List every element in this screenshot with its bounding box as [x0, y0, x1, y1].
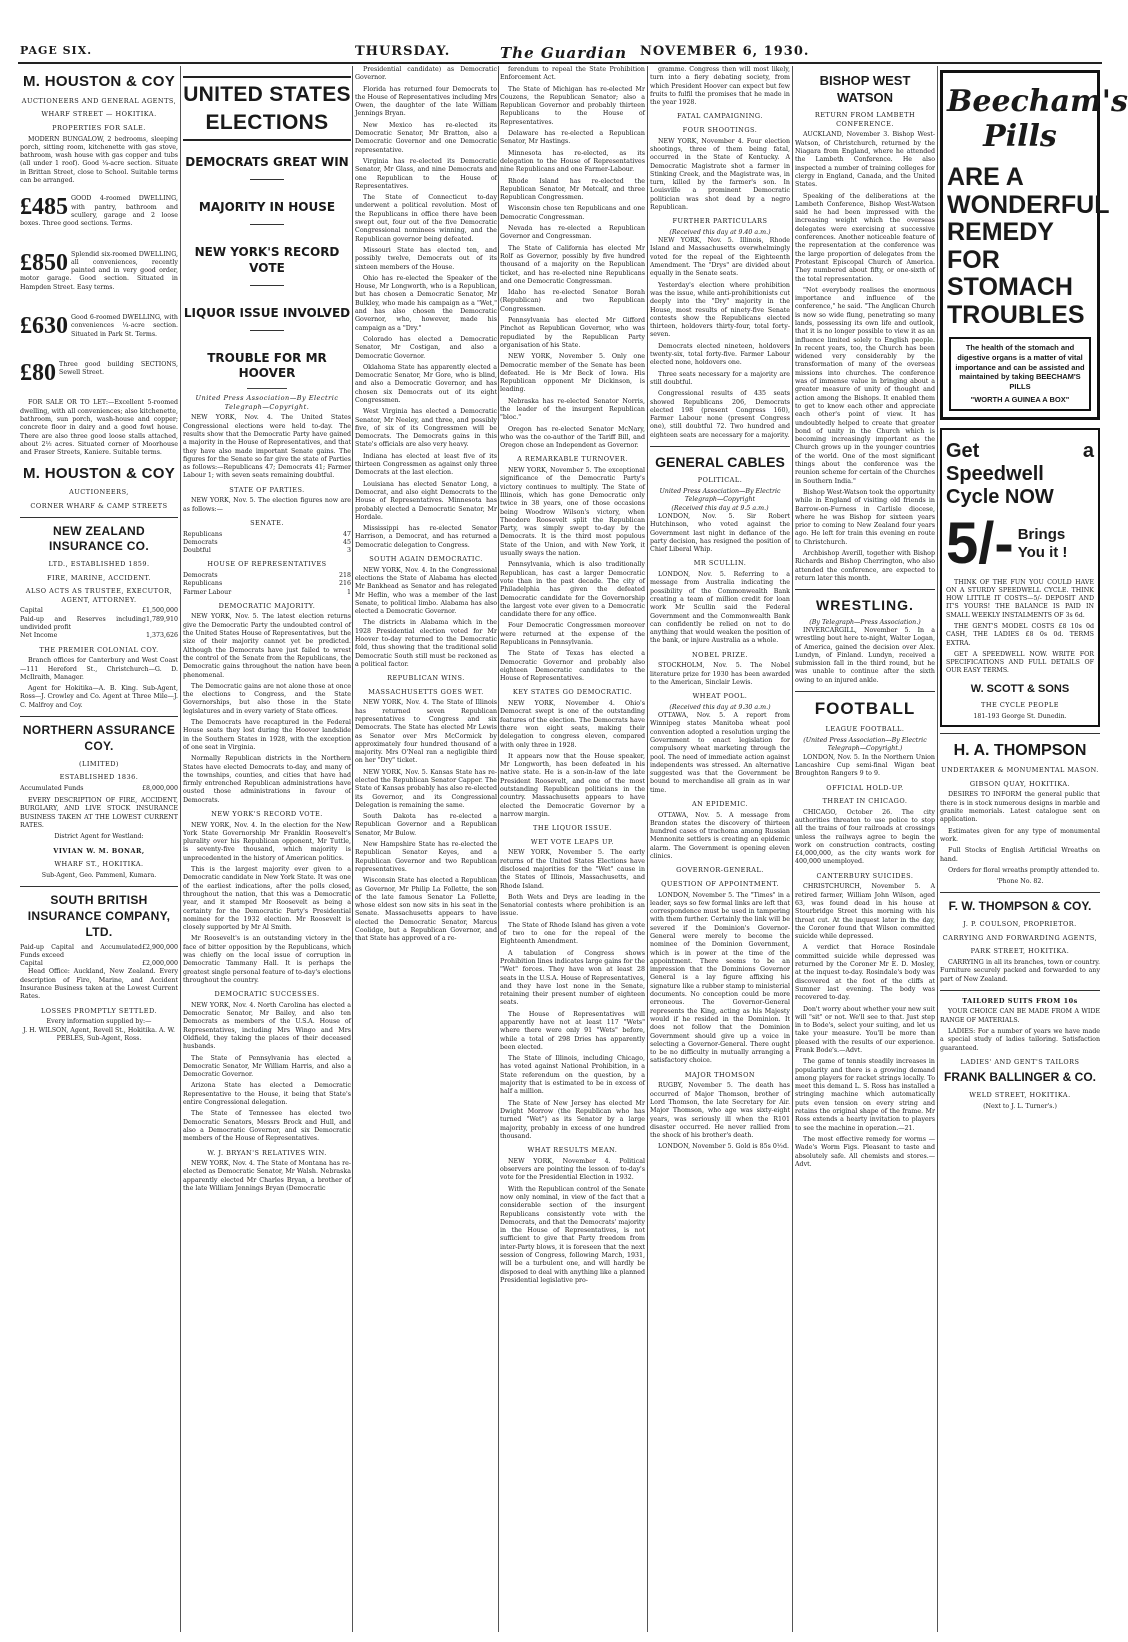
- value: 1: [346, 588, 351, 596]
- article-para: NEW YORK, November 5. The exceptional significance of the Democratic Party's victory continues to multiply. The State of Illinois, which has gone Democratic only twice in 38 years, one of those occasions being Woodrow Wilson's victory, when Theodore Roosevelt split the Republican Party, was simply swept to-day by the Democrats. It is the third most populous State of the Union, and with New York, it usually sways the nation.: [500, 467, 645, 558]
- democratic-majority-heading: DEMOCRATIC MAJORITY.: [218, 601, 316, 610]
- speedwell-title: Get a Speedwell Cycle NOW: [946, 439, 1094, 508]
- ha-thompson-title: H. A. THOMPSON: [953, 742, 1087, 760]
- article-para: South Dakota has re-elected a Republican Governor and a Republican Senator, Mr Bulow.: [355, 813, 497, 837]
- deck-hoover: TROUBLE FOR MR HOOVER: [207, 350, 327, 381]
- nz-paid-row: [20, 616, 178, 633]
- ballinger-name: FRANK BALLINGER & CO.: [944, 1070, 1096, 1085]
- label: Democrats: [183, 571, 218, 579]
- label: Democrats: [183, 538, 218, 546]
- general-cables-headline: GENERAL CABLES: [655, 454, 785, 471]
- wheat-pool-received: (Received this day at 9.30 a.m.): [669, 703, 771, 711]
- tailored-suits-heading: TAILORED SUITS FROM 10s: [962, 996, 1078, 1005]
- speedwell-prices: THE GENT'S MODEL COSTS £8 10s 0d CASH, THE LADIES £8 0s 0d. TERMS EXTRA.: [946, 622, 1094, 647]
- article-para: OTTAWA, Nov. 5. A message from Brandon states the discovery of thirteen hundred cases of trachoma among Russian Mennonite settlers is creating an epidemic alarm. The Government is opening eleven clinics.: [650, 811, 790, 861]
- deck-liquor: LIQUOR ISSUE INVOLVED: [183, 305, 351, 320]
- ad-para: Estimates given for any type of monumental work.: [940, 827, 1100, 843]
- article-para: Missouri State has elected ten, and possibly twelve, Democrats out of its sixteen members of the House.: [355, 246, 497, 271]
- major-thomson-heading: MAJOR THOMSON: [684, 1070, 756, 1079]
- divider: [20, 716, 178, 717]
- listing-bungalow: MODERN BUNGALOW, 2 bedrooms, sleeping porch, sitting room, kitchenette with gas stove, bathroom, wash house with gas copper and tubs (all under 1 roof). Good ¼-acre section. Situate in Brittan Street, close to School. Suitable terms can be arranged.: [20, 135, 178, 185]
- value: £8,000,000: [141, 784, 178, 792]
- article-para: Four Democratic Congressmen moreover were returned at the expense of the Republicans in Pennsylvania.: [500, 622, 645, 646]
- four-shootings-heading: FOUR SHOOTINGS.: [682, 126, 758, 135]
- northern-title: NORTHERN ASSURANCE COY.: [22, 723, 176, 753]
- sb-paid-row: [20, 944, 178, 961]
- senate-heading: SENATE.: [250, 518, 284, 527]
- divider: [250, 224, 284, 225]
- label: Farmer Labour: [183, 588, 232, 596]
- article-para: RUGBY, November 5. The death has occurred of Major Thomson, brother of Lord Thomson, the late Secretary for Air. Major Thomson, who age was sixty-eight years, was seriously ill when the R101 disaster occurred. He never rallied from the shock of his brother's death.: [650, 1082, 790, 1140]
- value: 45: [342, 538, 351, 546]
- us-para: This is the largest majority ever given to a Democratic candidate in New York State. It was one of the earliest indications, after the polls closed, throughout the nation, that this was a Democratic year, and it stamped Mr Roosevelt as being a certainty for the Democratic Party's Presidential nominee for the 1932 election. Mr Roosevelt is closely supported by Mr Al Smith.: [183, 866, 351, 932]
- article-para: New Hampshire State has re-elected the Republican Senator Keyes, and a Republican Governor and two Republican representatives.: [355, 841, 497, 873]
- article-para: Oregon has re-elected Senator McNary, who was the co-author of the Tariff Bill, and Oregon chose an Independent as Governor.: [500, 425, 645, 450]
- us-para: Arizona State has elected a Democratic Representative to the House, it being that State's entire Congressional delegation.: [183, 1082, 351, 1107]
- price-485: £485: [20, 194, 68, 221]
- us-para: NEW YORK, Nov. 5. The latest election returns give the Democratic Party the undoubted control of the United States House of Representatives, but the size of their majority cannot yet be predicted. Although the Democrats have just failed to wrest the control of the Senate from the Republicans, the Democratic gains throughout the nation have been phenomenal.: [183, 613, 351, 679]
- column-us-elections-cont: [355, 66, 497, 1632]
- further-particulars-heading: FURTHER PARTICULARS: [672, 217, 768, 226]
- listing-850: [20, 251, 178, 292]
- article-para: NEW YORK, Nov. 4. The State of Illinois has returned seven Republican representatives to Congress and six Democrats. The State has elected Mr Lewis as Senator over Mrs McCormick by approximately four hundred thousand of a majority. Mrs O'Neal ran a negligible third on her "Dry" ticket.: [355, 699, 497, 765]
- beechams-line: STOMACH: [947, 273, 1073, 301]
- value: 216: [338, 580, 351, 588]
- article-para: Wisconsin chose ten Republicans and one Democratic Congressman.: [500, 205, 645, 221]
- ad-para: DESIRES TO INFORM the general public that there is in stock numerous designs in marble and granite memorials. Latest catalogue sent on application.: [940, 791, 1100, 824]
- article-para: LONDON, Nov. 5. Sir Robert Hutchinson, who voted against the Government last night in defiance of the party decision, has resigned the position of Chief Liberal Whip.: [650, 512, 790, 554]
- northern-agent-address: WHARF ST., HOKITIKA.: [54, 860, 144, 869]
- column-rule: [647, 66, 648, 1632]
- senate-democrats-row: [183, 539, 351, 547]
- article-para: The State of Illinois, including Chicago, has voted against National Prohibition, in a State referendum on the question, by a majority that is estimated to be in excess of half a million.: [500, 1055, 645, 1096]
- value: £1,500,000: [141, 607, 178, 615]
- further-particulars-received: (Received this day at 9.40 a.m.): [669, 228, 771, 236]
- us-para: NEW YORK, Nov. 5. The election figures now are as follows:—: [183, 497, 351, 513]
- article-para: CHRISTCHURCH, November 5. A retired farmer, William John Wilson, aged 63, was found dead in his house at Stourbridge Street this morning with his throat cut. At the inquest later in the day, the Coroner found that Wilson committed suicide while depressed.: [795, 883, 935, 941]
- tailors-label: LADIES' AND GENT'S TAILORS: [960, 1057, 1080, 1066]
- label: Republicans: [183, 580, 223, 588]
- article-para: The State of Connecticut to-day underwent a political revolution. Most of the Republicans in office there have been swept out, four out of the five Democratic Congressional nominees winning, and the Republican governor being defeated.: [355, 194, 497, 243]
- republican-wins-heading: REPUBLICAN WINS.: [387, 674, 465, 683]
- article-para: gramme. Congress then will most likely, turn into a fiery debating society, from which President Hoover can expect but few fruits to fulfil the promises that he made in the year 1928.: [650, 66, 790, 107]
- us-para: NEW YORK, Nov. 4. The State of Montana has re-elected as Democratic Senator, Mr Walsh. Nebraska apparently elected Mr Charles Bryan, a brother of the late William Jennings Bryan (Democratic: [183, 1160, 351, 1192]
- beechams-line: REMEDY: [947, 218, 1054, 246]
- article-para: LONDON, November 5. Gold is 85s 0½d.: [658, 1143, 790, 1151]
- article-para: The State of Texas has elected a Democratic Governor and probably also eighteen Democratic candidates to the House of Representatives.: [500, 650, 645, 683]
- article-para: New Mexico has re-elected its Democratic Senator, Mr Bratton, also a Democratic Governor and one Democratic representative.: [355, 121, 497, 154]
- article-para: Idaho has re-elected Senator Borah (Republican) and two Republican Congressmen.: [500, 289, 645, 313]
- column-us-elections-cont2: [500, 66, 645, 1632]
- ad-para: Full Stocks of English Artificial Wreaths on hand.: [940, 847, 1100, 863]
- divider: [250, 330, 284, 331]
- listing-to-let: FOR SALE OR TO LET:—Excellent 5-roomed dwelling, with all conveniences; also kitchenette, bathroom, sun porch, wash-house and copper; concrete floor in dairy and a good fowl house. There are also three good loose stalls attached, about 2½ acres. Situated corner of Moorhouse and Fraser Streets, Kaniere. Suitable terms.: [20, 399, 178, 457]
- key-states-heading: KEY STATES GO DEMOCRATIC.: [512, 688, 633, 697]
- beechams-box-text: The health of the stomach and digestive organs is a matter of vital importance and can be assisted and maintained by taking BEECHAM'S PILLS: [955, 343, 1085, 391]
- state-of-parties-heading: STATE OF PARTIES.: [229, 485, 305, 494]
- divider: [20, 886, 178, 887]
- ha-thompson-sub: UNDERTAKER & MONUMENTAL MASON.: [941, 766, 1099, 775]
- value: 218: [338, 571, 351, 579]
- article-para: LONDON, Nov. 5. Referring to a message from Australia indicating the possibility of the Commonwealth Bank creating a team of million credit for loan work Mr Scullin said the Federal Government and the Commonwealth Bank can confidently be relied on not to do anything that would weaken the position of the bank, or injure Australia as a whole.: [650, 571, 790, 645]
- column-general-cables: [650, 66, 790, 1632]
- article-para: The House of Representatives will apparently have not at least 117 "Wets" where there were only 91 "Wets" before, while a total of 298 Dries has apparently been elected.: [500, 1010, 645, 1051]
- massachusetts-wet-heading: MASSACHUSETTS GOES WET.: [368, 687, 484, 696]
- south-british-title: SOUTH BRITISH INSURANCE COMPANY, LTD.: [27, 893, 171, 939]
- listing-80-text: Three good building SECTIONS, Sewell Street.: [59, 360, 178, 377]
- us-para: NEW YORK, Nov. 4. North Carolina has elected a Democratic Senator, Mr Bailey, and also ten Democrats as members of the U.S.A. House of Representatives, including Mrs Wingo and Mrs Oldfield, they taking the places of their deceased husbands.: [183, 1001, 351, 1051]
- article-para: NEW YORK, Nov. 5. Kansas State has re-elected the Republican Senator Capper. The State of Kansas probably has also re-elected its Governor, and its Congressional Delegation is remaining the same.: [355, 768, 497, 809]
- liquor-issue-heading: THE LIQUOR ISSUE.: [533, 824, 612, 833]
- ha-thompson-address: GIBSON QUAY, HOKITIKA.: [969, 779, 1071, 788]
- nz-branch: Branch offices for Canterbury and West Coast—111 Hereford St., Christchurch—G. D. McIlraith, Manager.: [20, 657, 178, 681]
- article-para: Both Wets and Drys are leading in the Senatorial contests where prohibition is an issue.: [500, 893, 645, 918]
- article-para: ferendum to repeal the State Prohibition Enforcement Act.: [500, 66, 645, 82]
- houston-title: M. HOUSTON & COY: [22, 73, 176, 90]
- article-para: Archbishop Averill, together with Bishop Richards and Bishop Cherrington, who also attended the conference, are expected to return later this month.: [795, 550, 935, 582]
- beechams-ad: [940, 70, 1128, 420]
- speedwell-price: 5/-: [946, 510, 1014, 576]
- remarkable-turnover-heading: A REMARKABLE TURNOVER.: [517, 455, 628, 464]
- northern-agent-label: District Agent for Westland:: [54, 833, 144, 841]
- northern-agent: VIVIAN W. M. BONAR,: [53, 846, 145, 855]
- listing-630: [20, 314, 178, 339]
- ballinger-address: WELD STREET, HOKITIKA.: [969, 1091, 1071, 1100]
- article-para: West Virginia has elected a Democratic Senator, Mr Neeley, and three, and possibly five, of six of its Congressmen will be Democrats. The Democrats gains in this State's officials are also very heavy.: [355, 408, 497, 449]
- political-heading: POLITICAL.: [697, 476, 743, 485]
- price-80: £80: [20, 359, 56, 386]
- article-para: NEW YORK, Nov. 5. Illinois, Rhode Island and Massachusetts overwhelmingly voted for the repeal of the Eighteenth Amendment. The "Drys" are divided about equally in the Senate seats.: [650, 237, 790, 278]
- article-para: Indiana has elected at least five of its thirteen Congressmen as against only three Democrats at the last election.: [355, 452, 497, 477]
- houston2-title: M. HOUSTON & COY: [22, 464, 176, 482]
- divider: [795, 589, 935, 590]
- article-para: The game of tennis steadily increases in popularity and there is a growing demand among players for racket strings locally. To meet this demand L. S. Ross has installed a stringing machine which automatically puts even tension on every string and retains the original shape of the frame. Mr Ross extends a hearty invitation to players to see the machine in operation.—21.: [795, 1058, 935, 1132]
- political-credit: United Press Association—By Electric Telegraph—Copyright: [659, 488, 781, 504]
- beechams-line: WONDERFUL: [947, 190, 1110, 219]
- article-para: Louisiana has elected Senator Long, a Democrat, and also eight Democrats to the House of Representatives. Minnesota has probably elected a Democratic Senator, Mr Hordale.: [355, 480, 497, 521]
- article-para: The districts in Alabama which in the 1928 Presidential election voted for Mr Hoover to-day returned to the Democratic fold, thus showing that the traditional solid Democratic South still must be reckoned as a political factor.: [355, 619, 497, 668]
- article-para: It appears now that the House speaker, Mr Longworth, has been defeated in his native state. He is a son-in-law of the late President Roosevelt, and one of the most outstanding Republican politicians in the country. Massachusetts appears to have elected the Democratic Governor by a narrow margin.: [500, 752, 645, 818]
- column-rule: [180, 66, 181, 1632]
- value: £2,900,000: [141, 943, 178, 951]
- house-farmer-labour-row: [183, 589, 351, 597]
- article-para: OTTAWA, Nov. 5. A report from Winnipeg states Manitoba wheat pool convention adopted a resolution urging the Government to enact legislation for compulsory wheat marketing through the pool. The need of immediate action against independents was stressed. An alternative suggested was that the Government be bound to merchandise all grain as in war time.: [650, 712, 790, 794]
- nz-premier: THE PREMIER COLONIAL COY.: [39, 645, 159, 654]
- northern-funds-row: [20, 785, 178, 793]
- article-para: Nevada has re-elected a Republican Governor and Congressman.: [500, 225, 645, 241]
- article-para: NEW YORK, November 4. Four election shootings, three of them being fatal, occurred in the State of Kentucky. A Democratic Magistrate shot a farmer in Stinking Creek, and the Magistrate was, in turn, killed by the farmer's son. In Louisville a prominent Democratic politician was shot dead by a negro Republican.: [650, 137, 790, 212]
- article-para: NEW YORK, November 4. Political observers are pointing the lesson of to-day's vote for the Presidential Election in 1932.: [500, 1157, 645, 1182]
- article-para: NEW YORK, Nov. 4. In the Congressional elections the State of Alabama has elected Mr Bankhead as Senator and has relegated Mr Heflin, who was a member of the last Senate, to political limbo. Alabama has also elected a Democratic Governor.: [355, 566, 497, 616]
- article-para: The State of California has elected Mr Rolf as Governor, possibly by five hundred thousand of a majority on the Republican ticket, and has re-elected nine Republicans and one Democratic Congressman.: [500, 244, 645, 285]
- article-para: NEW YORK, November 5. Only one Democratic member of the Senate has been defeated. He is Mr Beck of Iowa. His Republican opponent Mr Dickinson, is leading.: [500, 353, 645, 394]
- article-para: Nebraska has re-elected Senator Norris, the leader of the insurgent Republican "bloc.": [500, 397, 645, 422]
- article-para: Ohio has re-elected the Speaker of the House, Mr Longworth, who is a Republican, but has chosen a Democratic Senator, Mr Bulkley, who made his campaign as a "Wet," and has also chosen the Democratic Governor, who, however, made his campaign as a "Dry.": [355, 274, 497, 332]
- league-football-heading: LEAGUE FOOTBALL.: [825, 725, 905, 734]
- governor-general-heading: GOVERNOR-GENERAL.: [676, 866, 764, 875]
- article-para: With the Republican control of the Senate now only nominal, in view of the fact that a considerable section of the insurgent Republicans consistently vote with the Democrats, and that the Democrats' majority in the House of Representatives, is not sufficient to give that Party freedom from inter-Party blows, it is foreseen that the next session of Congress, following March, 1931, will be a turbulent one, and will hardly be disposed to deal with anything like a planned Presidential legislative pro-: [500, 1185, 645, 1284]
- scullin-heading: MR SCULLIN.: [693, 559, 747, 568]
- us-para: Mr Roosevelt's is an outstanding victory in the face of bitter opposition by the Republicans, which was chiefly on the local issue of corruption in Democratic Tammany Hall. It is perhaps the greatest single personal feature of to-day's elections throughout the country.: [183, 935, 351, 984]
- ad-para: Orders for floral wreaths promptly attended to.: [948, 866, 1100, 874]
- column-us-elections: [183, 66, 351, 1632]
- speedwell-write: GET A SPEEDWELL NOW. WRITE FOR SPECIFICATIONS AND FULL DETAILS OF OUR EASY TERMS.: [946, 650, 1094, 675]
- us-para: The State of Tennessee has elected two Democratic Senators, Messrs Brock and Hull, and also a Democratic Governor, and six Democratic members of the House of Representatives.: [183, 1110, 351, 1143]
- label: Accumulated Funds: [20, 784, 84, 792]
- article-para: Florida has returned four Democrats to the House of Representatives including Mrs Owen, the daughter of the late William Jennings Bryan.: [355, 85, 497, 118]
- article-para: Don't worry about whether your new suit will "sit" or not. We'll see to that. Just step in to Bode's, select your suiting, and let us take your measure. You'll be more than pleased with the results of our experience. Frank Bode's.—Advt.: [795, 1005, 935, 1054]
- article-para: Delaware has re-elected a Republican Senator, Mr Hastings.: [500, 130, 645, 146]
- divider: [250, 179, 284, 180]
- wrestling-headline: WRESTLING.: [816, 597, 914, 614]
- article-para: The State of Michigan has re-elected Mr Couzens, the Republican Senator; also a Republican Governor and probably thirteen Republicans to the House of Representatives.: [500, 85, 645, 126]
- nz-insurance-also: ALSO ACTS AS TRUSTEE, EXECUTOR, AGENT, ATTORNEY.: [25, 587, 173, 604]
- divider: [795, 691, 935, 692]
- beechams-line: FOR: [947, 245, 1000, 274]
- article-para: Virginia has re-elected its Democratic Senator, Mr Glass, and nine Democrats and one Republican to the House of Representatives.: [355, 157, 497, 190]
- us-para: Normally Republican districts in the Northern States have elected Democrats to-day, and many of the townships, counties, and cities that have had firmly entrenched Republican administrations have ousted those administrations in favour of Democrats.: [183, 755, 351, 804]
- sb-info: Every information supplied by:—: [46, 1018, 152, 1026]
- article-para: Wisconsin State has elected a Republican as Governor, Mr Philip La Follette, the son of the late famous Senator La Follette, whose eldest son now sits in his seat in the Senate. Massachusetts appears to have elected the Democratic Senator, Marcus Coolidge, but a Republican Governor, and that State has approved of a re-: [355, 877, 497, 943]
- beechams-logo: Beecham's Pills: [947, 84, 1128, 154]
- article-para: "Not everybody realises the enormous importance and influence of the conference," he said. "The Anglican Church is now so wide flung, penetrating so many lands, possessing its own life and outlook, that it is no longer possible to view it as an influence limited solely to English people. In recent years, too, the Church has been widened very considerably by the transformation of many of the overseas missions into churches. The conference was of immense value in bringing about a greater measure of unity of thought and action among the Bishops. It enabled them to get to know each other and appreciate each other's point of view. It has undoubtedly helped to create that greater bond of unity in the Church which is becoming increasingly important as the Church grows up in the younger countries of the world. One of the most significant things about the conference was the reunion scheme for certain of the Churches in Southern India.": [795, 286, 935, 485]
- price-630: £630: [20, 312, 68, 339]
- listing-485-text: GOOD 4-roomed DWELLING, with pantry, bathroom and scullery, garage and 2 loose boxes. Three good sections. Terms.: [20, 195, 178, 228]
- article-para: LONDON, November 5. The "Times" in a leader, says so few formal links are left that correspondence must be used in tampering with them further. Certainly the link will be severed if the Dominion's Governor-General were merely to become the nominee of the Dominion Government, which is in power at the time of the appointment. There seems to be an impression that the Dominions Governor General is a lay figure affixing his signature like a rubber stamp to ministerial documents. No conception could be more erroneous. The Governor-General represents the King, acting as his Majesty would if he resided in the Dominion. It does not follow that the Dominion Government should give up a voice in selecting a Governor-General. There ought to be no difficulty in mutually arranging a satisfactory choice.: [650, 891, 790, 1065]
- article-para: The State of Rhode Island has given a vote of two to one for the repeal of the Eighteenth Amendment.: [500, 921, 645, 946]
- deck-new-york: NEW YORK'S RECORD VOTE: [194, 245, 340, 275]
- league-football-credit: (United Press Association—By Electric Telegraph—Copyright.): [803, 737, 927, 753]
- lambeth-subhead: RETURN FROM LAMBETH CONFERENCE.: [814, 111, 916, 128]
- value: £2,000,000: [141, 960, 178, 968]
- ny-record-vote-heading: NEW YORK'S RECORD VOTE.: [211, 809, 323, 818]
- divider: [940, 892, 1100, 893]
- nz-capital-row: [20, 607, 178, 615]
- beechams-line: TROUBLES: [947, 300, 1085, 329]
- nobel-prize-heading: NOBEL PRIZE.: [691, 650, 749, 659]
- column-right-ads: [940, 66, 1128, 1632]
- bryan-relatives-heading: W. J. BRYAN'S RELATIVES WIN.: [207, 1148, 327, 1157]
- label: Paid-up and Reserves including undivided profit: [20, 615, 146, 632]
- divider: [650, 446, 790, 447]
- ad-para: CARRYING in all its branches, town or country. Furniture securely packed and forwarded to any part of New Zealand.: [940, 958, 1100, 983]
- article-para: Congressional results of 435 seats showed Republicans 206, Democrats elected 198 (present Congress 160), Farmer Labour none (present Congress one), still doubtful 72. Two hundred and eighteen seats are necessary for a majority.: [650, 390, 790, 439]
- deck-majority: MAJORITY IN HOUSE: [198, 200, 336, 215]
- fw-thompson-carry: CARRYING AND FORWARDING AGENTS,: [942, 933, 1098, 942]
- us-para: The Democrats have recaptured in the Federal House seats they lost during the Hoover landslide in the Southern States in 1928, with the exception of one seat in Virginia.: [183, 719, 351, 751]
- article-para: The most effective remedy for worms —Wade's Worm Figs. Pleasant to taste and absolutely safe. All chemists and stores.—Advt.: [795, 1135, 935, 1168]
- label: Capital: [20, 607, 43, 615]
- canterbury-suicides-heading: CANTERBURY SUICIDES.: [816, 871, 914, 880]
- label: Capital: [20, 960, 43, 968]
- divider: [20, 517, 178, 518]
- sb-losses: LOSSES PROMPTLY SETTLED.: [40, 1006, 158, 1015]
- listing-630-text: Good 6-roomed DWELLING, with conveniences ¼-acre section. Situated in Park St. Terms.: [71, 313, 178, 338]
- column-bishop-sports: [795, 66, 935, 1632]
- senate-republicans-row: [183, 531, 351, 539]
- article-para: AUCKLAND, November 3. Bishop West-Watson, of Christchurch, returned by the Niagara from England, where he attended the Lambeth Conference. He also inspected a number of training colleges for clergy in England, Canada, and the United States.: [795, 131, 935, 189]
- article-para: NEW YORK, November 5. The early returns of the United States Elections have disclosed majorities for the "Wet" cause in the States of Illinois, Massachusetts, and Rhode Island.: [500, 849, 645, 890]
- divider: [940, 733, 1100, 734]
- chicago-threat-heading: THREAT IN CHICAGO.: [822, 797, 908, 806]
- speedwell-copy: THINK OF THE FUN YOU COULD HAVE ON A STURDY SPEEDWELL CYCLE. THINK HOW LITTLE IT COSTS—5/- DEPOSIT AND IT'S YOURS! THE BALANCE IS PAID IN SMALL WEEKLY INSTALMENTS OF 3s 6d.: [946, 578, 1094, 619]
- fw-thompson-title: F. W. THOMPSON & COY.: [948, 899, 1092, 914]
- article-para: STOCKHOLM, Nov. 5. The Nobel literature prize for 1930 has been awarded to the American, Sinclair Lewis.: [650, 662, 790, 686]
- listing-850-text: Splendid six-roomed DWELLING, all conveniences, recently painted and in very good order, motor garage. Good section. Situated in Hampden Street. Easy terms.: [20, 250, 178, 291]
- masthead: [0, 0, 1114, 60]
- houston2-address: CORNER WHARF & CAMP STREETS: [30, 501, 168, 510]
- properties-heading: PROPERTIES FOR SALE.: [52, 123, 146, 132]
- houston-subtitle: AUCTIONEERS AND GENERAL AGENTS,: [21, 96, 177, 105]
- northern-subagent: Sub-Agent, Geo. Pammenl, Kumara.: [41, 871, 157, 879]
- divider: [940, 990, 1100, 991]
- article-para: Democrats elected nineteen, holdovers twenty-six, total forty-five. Farmer Labour elected none, holdovers one.: [650, 342, 790, 367]
- article-para: The State of New Jersey has elected Mr Dwight Morrow (the Republican who has turned "Wet") as its Senator by a large majority, probably in excess of one hundred thousand.: [500, 1099, 645, 1140]
- article-para: LONDON, Nov. 5. In the Northern Union Lancashire Cup semi-final Wigan beat Broughton Rangers 9 to 9.: [795, 753, 935, 778]
- speedwell-brings: Brings You it !: [1017, 526, 1068, 561]
- article-para: NEW YORK, November 4. Ohio's Democrat swept is one of the outstanding features of the election. The Democrats have there won eight seats, making their delegation to congress eleven, compared with only three in 1928.: [500, 700, 645, 749]
- house-democrats-row: [183, 572, 351, 580]
- wet-vote-heading: WET VOTE LEAPS UP.: [530, 837, 615, 846]
- nz-insurance-title: NEW ZEALAND INSURANCE CO.: [49, 523, 149, 554]
- article-para: A tabulation of Congress shows Prohibition lines indicates large gains for the "Wet" forces. They have won at least 28 seats in the U.S.A. House of Representatives, and they have lost none in the Senate, retaining their present number of eighteen seats.: [500, 949, 645, 1007]
- paper-name: The Guardian: [500, 44, 627, 62]
- beechams-worth: "WORTH A GUINEA A BOX": [970, 394, 1070, 404]
- ballinger-next: (Next to J. L. Turner's.): [983, 1102, 1057, 1110]
- scott-sons-name: W. SCOTT & SONS: [970, 682, 1070, 695]
- us-para: NEW YORK, Nov. 4. The United States Congressional elections were held to-day. The results show that the Democratic Party have gained a majority in the House of Representatives, and that they have also made important Senate gains. The figures for the Senate so far give the state of Parties as follows:—Republicans 47; Democrats 41; Farmer Labour 1; with seven seats remaining doubtful.: [183, 414, 351, 480]
- official-holdup-heading: OFFICIAL HOLD-UP.: [826, 783, 904, 792]
- column-rule: [937, 66, 938, 1632]
- issue-day: THURSDAY.: [355, 44, 451, 59]
- value: 1,789,910: [145, 615, 178, 623]
- wheat-pool-heading: WHEAT POOL.: [692, 692, 748, 701]
- column-rule: [792, 66, 793, 1632]
- fw-thompson-sub: J. P. COULSON, PROPRIETOR.: [963, 920, 1077, 929]
- column-rule: [352, 66, 353, 1632]
- article-para: Mississippi has re-elected Senator Harrison, a Democrat, and has returned a Democratic delegation to Congress.: [355, 525, 497, 549]
- article-para: Yesterday's election where prohibition was the issue, while anti-prohibitionists cut deeply into the "Dry" majority in the House, most results of ninety-five Senate contests show the Republicans elected thirteen, holdovers thirty-four, total forty-seven.: [650, 281, 790, 339]
- issue-date: NOVEMBER 6, 1930.: [640, 44, 810, 59]
- listing-485: [20, 195, 178, 228]
- wrestling-credit: (By Telegraph—Press Association.): [809, 618, 921, 626]
- article-para: Presidential candidate) as Democratic Governor.: [355, 66, 497, 82]
- football-headline: FOOTBALL: [814, 699, 916, 719]
- speedwell-ad: [940, 428, 1100, 728]
- label: Paid-up Capital and Accumulated Funds exceed: [20, 943, 142, 959]
- divider: [247, 388, 287, 389]
- listing-80: [20, 359, 178, 386]
- nz-insurance-types: FIRE, MARINE, ACCIDENT.: [46, 573, 152, 582]
- label: Doubtful: [183, 547, 211, 555]
- ad-para: YOUR CHOICE CAN BE MADE FROM A WIDE RANGE OF MATERIALS.: [940, 1008, 1100, 1024]
- south-democratic-heading: SOUTH AGAIN DEMOCRATIC.: [369, 555, 483, 564]
- deck-democrats: DEMOCRATS GREAT WIN: [185, 155, 349, 170]
- masthead-rule: [18, 62, 1102, 64]
- house-republicans-row: [183, 580, 351, 588]
- northern-ltd: (LIMITED): [79, 759, 119, 768]
- fatal-campaigning-heading: FATAL CAMPAIGNING.: [677, 112, 763, 121]
- us-para: The State of Pennsylvania has elected a Democratic Senator, Mr William Harris, and also a Democratic Governor.: [183, 1054, 351, 1079]
- value: 3: [346, 547, 351, 555]
- column-rule: [498, 66, 499, 1632]
- house-heading: HOUSE OF REPRESENTATIVES: [207, 560, 327, 569]
- us-para: NEW YORK, Nov. 4. In the election for the New York State Governorship Mr Franklin Roosevelt's plurality over his Republican opponent, Mr Tuttle, is seventy-five thousand, which majority is unprecedented in the history of American politics.: [183, 821, 351, 862]
- label: Net Income: [20, 632, 58, 640]
- speedwell-price-row: [946, 510, 1094, 576]
- article-para: Colorado has elected a Democratic Senator, Mr Costigan, and also a Democratic Governor.: [355, 335, 497, 360]
- article-para: Speaking of the deliberations at the Lambeth Conference, Bishop West-Watson said he had been impressed with the increasing weight which the overseas delegates were exercising at successive conferences. Another noticeable feature of the representation at the conference was the large proportion of delegates from the Protestant Episcopal Church of America. They numbered about fifty, or one-sixth of the total representation.: [795, 192, 935, 283]
- ad-para: LADIES: For a number of years we have made a special study of ladies tailoring. Satisfaction guaranteed.: [940, 1028, 1100, 1052]
- us-elections-headline: UNITED STATES ELECTIONS: [183, 76, 351, 141]
- page-number: PAGE SIX.: [20, 44, 93, 57]
- value: 1,373,626: [145, 632, 178, 640]
- beechams-box: [949, 337, 1091, 411]
- fw-thompson-address: PARK STREET, HOKITIKA.: [970, 947, 1070, 956]
- article-para: Pennsylvania has elected Mr Gifford Pinchot as Republican Governor, who was repudiated by the Republican Party organisation of his State.: [500, 317, 645, 349]
- price-850: £850: [20, 249, 68, 276]
- bishop-watson-headline: BISHOP WEST WATSON: [819, 73, 911, 106]
- article-para: CHICAGO, October 26. The city authorities threaten to use police to stop all the trains of four railroads at crossings unless the railways agree to begin the work on construction contracts, costing £4,000,000, as the city wants work for 400,000 unemployed.: [795, 808, 935, 866]
- article-para: Bishop West-Watson took the opportunity while in England of visiting old friends in Barrow-on-Furness in Carlisle diocese, where he was Bishop for sixteen years prior to coming to New Zealand four years ago. He left for train this evening en route to Christchurch.: [795, 488, 935, 546]
- value: 47: [342, 530, 351, 538]
- scott-sons-address: 181-193 George St. Dunedin.: [973, 712, 1067, 720]
- sb-capital-row: [20, 960, 178, 968]
- appointment-heading: QUESTION OF APPOINTMENT.: [661, 879, 779, 888]
- sb-head-office: Head Office: Auckland, New Zealand. Every description of Fire, Marine, and Accident Insurance Business taken at the Lowest Current Rates.: [20, 968, 178, 1001]
- nz-income-row: [20, 632, 178, 640]
- northern-est: ESTABLISHED 1836.: [59, 773, 139, 782]
- label: Republicans: [183, 530, 223, 538]
- what-results-mean-heading: WHAT RESULTS MEAN.: [527, 1146, 618, 1155]
- divider: [250, 285, 284, 286]
- article-para: A verdict that Horace Rosindale committed suicide while depressed was returned by the Coroner Mr E. D. Mosley, at the inquest to-day. Rosindale's body was discovered at the foot of the cliffs at Sumner last evening. The body was recovered to-day.: [795, 944, 935, 1002]
- us-para: The Democratic gains are not alone those at once the elections to Congress, and the State Governorships, but also those in the State legislatures and in every variety of State offices.: [183, 682, 351, 715]
- beechams-line: ARE A: [947, 163, 1024, 191]
- senate-doubtful-row: [183, 547, 351, 555]
- article-para: Oklahoma State has apparently elected a Democratic Senator, Mr Gore, who is blind, and also a Democratic Governor, and has chosen six Democrats out of its eight Congressmen.: [355, 363, 497, 404]
- political-received: (Received this day at 9.5 a.m.): [671, 504, 769, 512]
- northern-desc: EVERY DESCRIPTION OF FIRE, ACCIDENT, BURGLARY, AND LIVE STOCK INSURANCE BUSINESS TAKEN AT THE LOWEST CURRENT RATES.: [20, 797, 178, 830]
- nz-insurance-est: LTD., ESTABLISHED 1859.: [48, 560, 150, 569]
- article-para: Three seats necessary for a majority are still doubtful.: [650, 370, 790, 386]
- epidemic-heading: AN EPIDEMIC.: [691, 800, 749, 808]
- scott-sons-sub: THE CYCLE PEOPLE: [981, 701, 1059, 710]
- houston2-subtitle: AUCTIONEERS,: [69, 488, 129, 497]
- democratic-successes-heading: DEMOCRATIC SUCCESSES.: [214, 990, 320, 999]
- article-para: INVERCARGILL, November 5. In a wrestling bout here to-night, Walter Logan, of America, gained the decision over Alex. Lundyn, of Finland. Lundyn, received a submission fall in the third round, but he was unable to continue after the sixth owing to an injured ankle.: [795, 626, 935, 684]
- article-para: Rhode Island has re-elected the Republican Senator, Mr Metcalf, and three Republican Congressmen.: [500, 177, 645, 202]
- us-credit: United Press Association—By Electric Telegraph—Copyright.: [195, 394, 339, 411]
- article-para: Pennsylvania, which is also traditionally Republican, has cast a larger Democratic vote than in the past decade. The city of Philadelphia has given the defeated Democratic candidate for the Governorship the largest vote ever given to a Democratic candidate there for any office.: [500, 561, 645, 619]
- column-advertisements: [20, 66, 178, 1632]
- ha-thompson-phone: 'Phone No. 82.: [996, 878, 1044, 886]
- nz-agent: Agent for Hokitika—A. B. King. Sub-Agent, Ross—J. Crowley and Co. Agent at Three Mile—J. C. Malfroy and Coy.: [20, 685, 178, 709]
- houston-address: WHARF STREET — HOKITIKA.: [41, 110, 157, 119]
- article-para: Minnesota has re-elected, as its delegation to the House of Representatives nine Republicans and one Farmer-Labour.: [500, 149, 645, 174]
- sb-agents: J. H. WILSON, Agent, Revell St., Hokitika. A. W. PEBLES, Sub-Agent, Ross.: [23, 1026, 175, 1042]
